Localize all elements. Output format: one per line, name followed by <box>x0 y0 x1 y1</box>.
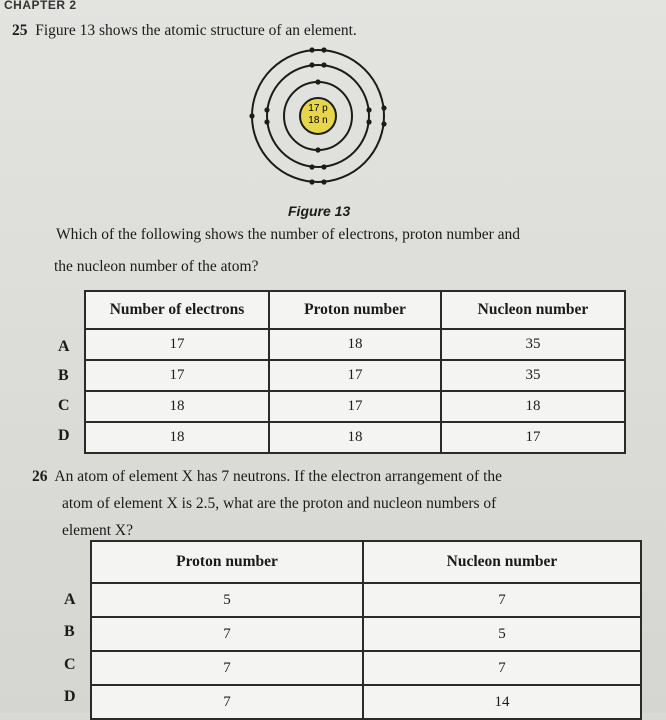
table-cell: 14 <box>363 685 641 719</box>
table-row <box>91 651 641 685</box>
table-cell: 5 <box>363 617 641 651</box>
electron <box>366 107 371 112</box>
q26-answer-table <box>90 540 642 720</box>
q26-option-letter: B <box>64 623 75 640</box>
q25-question-line-2: the nucleon number of the atom? <box>54 258 259 275</box>
table-header-row <box>85 291 625 329</box>
electron <box>381 121 386 126</box>
table-cell: 7 <box>91 617 363 651</box>
q26-number: 26 <box>32 468 48 485</box>
table-cell: 17 <box>85 329 269 360</box>
atomic-structure-diagram <box>236 36 406 196</box>
q26-line-2: atom of element X is 2.5, what are the proton and nucleon numbers of <box>62 495 497 512</box>
q25-option-letter: B <box>58 367 69 384</box>
table-cell: 18 <box>269 422 441 453</box>
nucleus-protons: 17 p <box>308 103 328 114</box>
electron <box>315 147 320 152</box>
table-cell: 7 <box>91 651 363 685</box>
table-cell: 5 <box>91 583 363 617</box>
table-header: Nucleon number <box>441 291 625 329</box>
electron <box>264 119 269 124</box>
table-cell: 7 <box>363 651 641 685</box>
q26-option-letter: D <box>64 688 76 705</box>
electron <box>309 62 314 67</box>
table-cell: 18 <box>269 329 441 360</box>
table-cell: 17 <box>85 360 269 391</box>
table-cell: 35 <box>441 329 625 360</box>
electron <box>366 119 371 124</box>
electron <box>309 47 314 52</box>
table-cell: 18 <box>441 391 625 422</box>
table-cell: 17 <box>269 391 441 422</box>
q26-line-1 <box>32 468 502 486</box>
electron <box>315 79 320 84</box>
q25-option-letter: D <box>58 427 70 444</box>
q25-question-line-1: Which of the following shows the number of electrons, proton number and <box>56 226 521 243</box>
q25-option-letter: C <box>58 397 70 414</box>
table-cell: 17 <box>441 422 625 453</box>
electron <box>249 113 254 118</box>
table-row <box>85 360 625 391</box>
table-header-row <box>91 541 641 583</box>
electron <box>381 105 386 110</box>
table-header: Number of electrons <box>85 291 269 329</box>
table-header: Proton number <box>91 541 363 583</box>
electron <box>309 164 314 169</box>
table-row <box>85 422 625 453</box>
figure-caption: Figure 13 <box>288 203 351 219</box>
table-cell: 18 <box>85 391 269 422</box>
electron <box>264 107 269 112</box>
table-cell: 7 <box>363 583 641 617</box>
table-cell: 7 <box>91 685 363 719</box>
q26-option-letter: A <box>64 591 76 608</box>
table-row <box>91 583 641 617</box>
q25-answer-table <box>84 290 626 454</box>
table-row <box>91 617 641 651</box>
table-cell: 35 <box>441 360 625 391</box>
table-row <box>85 329 625 360</box>
q25-option-letter: A <box>58 338 70 355</box>
q26-line-3: element X? <box>62 522 134 539</box>
table-header: Proton number <box>269 291 441 329</box>
chapter-header: CHAPTER 2 <box>4 0 77 12</box>
table-cell: 17 <box>269 360 441 391</box>
electron <box>321 179 326 184</box>
q26-option-letter: C <box>64 656 76 673</box>
nucleus-neutrons: 18 n <box>308 115 328 126</box>
q25-stem-text: Figure 13 shows the atomic structure of an element. <box>35 22 357 39</box>
electron <box>321 164 326 169</box>
table-header: Nucleon number <box>363 541 641 583</box>
electron <box>309 179 314 184</box>
electron <box>321 47 326 52</box>
q25-number: 25 <box>12 22 28 39</box>
electron <box>321 62 326 67</box>
table-row <box>85 391 625 422</box>
q26-line-1-text: An atom of element X has 7 neutrons. If the electron arrangement of the <box>54 468 503 485</box>
table-row <box>91 685 641 719</box>
table-cell: 18 <box>85 422 269 453</box>
